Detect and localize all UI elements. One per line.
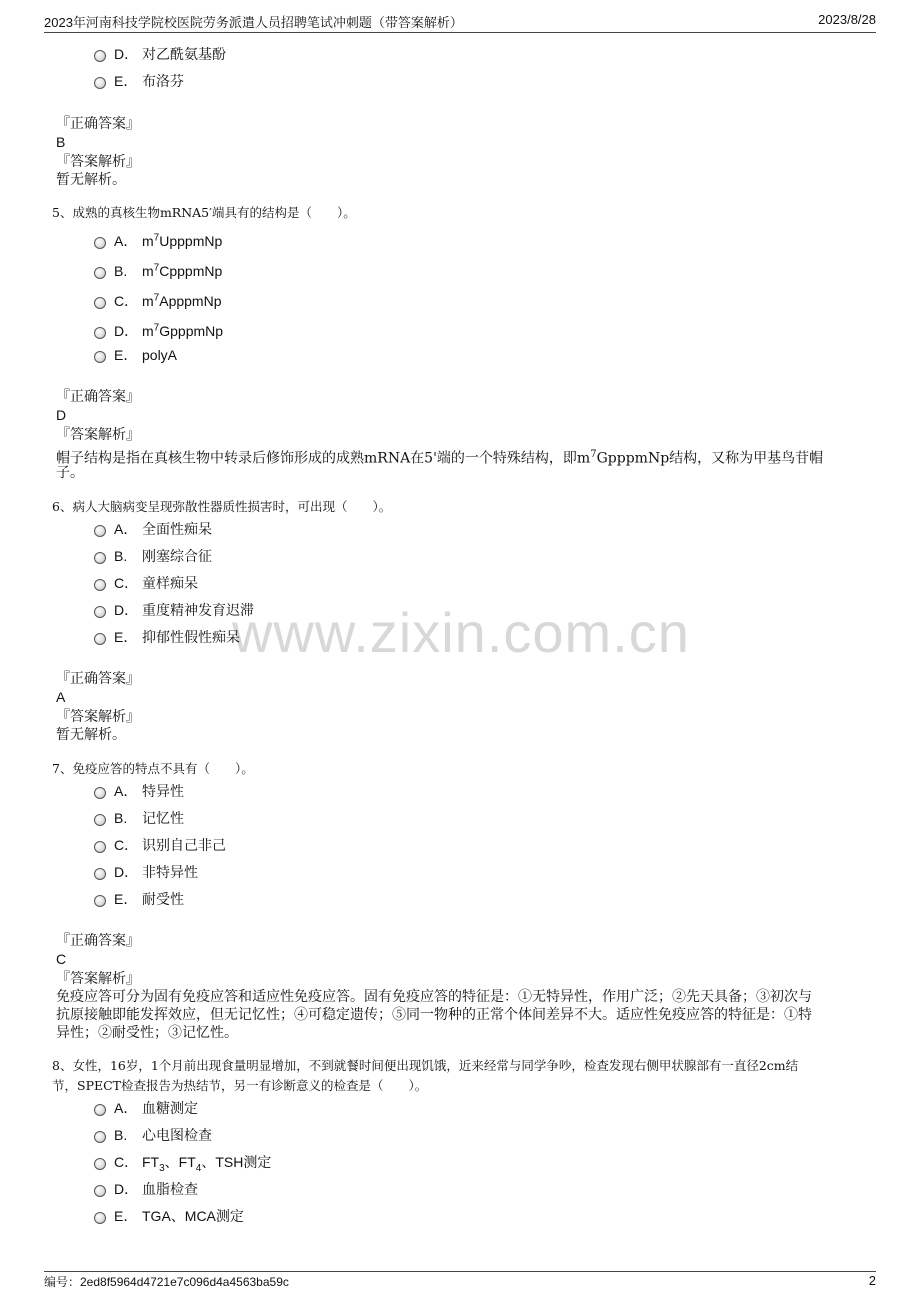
q6-answer-label: 『正确答案』 [56,671,140,687]
q6-option-e[interactable]: E． 抑郁性假性痴呆 [94,626,240,648]
answer-label: 『正确答案』 [56,116,140,132]
q8-option-a[interactable]: A． 血糖测定 [94,1097,198,1119]
q6-analysis-text: 暂无解析。 [56,727,126,743]
radio-icon[interactable] [94,297,106,309]
q8-option-b[interactable]: B. 心电图检查 [94,1124,212,1146]
radio-icon[interactable] [94,1158,106,1170]
q8-option-c[interactable]: C． $FT_3$、$FT_4$、TSH测定 [94,1151,271,1173]
q5-answer-label: 『正确答案』 [56,389,140,405]
q7-answer-label: 『正确答案』 [56,933,140,949]
q6-option-b[interactable]: B. 刚塞综合征 [94,545,212,567]
page-number: 2 [868,1273,876,1288]
q6-analysis-label: 『答案解析』 [56,709,140,725]
q7-analysis-line-2: 抗原接触即能发挥效应，但无记忆性；④可稳定遗传；⑤同一物种的正常个体间差异不大。适应性免疫应答的特征是：①特 [56,1007,812,1023]
radio-icon[interactable] [94,351,106,363]
q8-option-e[interactable]: E． TGA、MCA测定 [94,1205,244,1227]
radio-icon[interactable] [94,895,106,907]
q6-answer-value: A [56,689,66,705]
document-code: 编号：2ed8f5964d4721e7c096d4a4563ba59c [44,1275,289,1289]
q7-option-d[interactable]: D． 非特异性 [94,861,198,883]
document-title: 2023年河南科技学院校医院劳务派遣人员招聘笔试冲刺题（带答案解析） [44,15,463,30]
q5-answer-value: D [56,407,67,423]
radio-icon[interactable] [94,787,106,799]
q5-option-c[interactable]: C． $m^7ApppmNp$ [94,287,222,309]
q7-answer-value: C [56,951,67,967]
q5-option-b[interactable]: B. $m^7CpppmNp$ [94,257,222,279]
q7-analysis-line-3: 异性；②耐受性；③记忆性。 [56,1025,238,1041]
watermark: www.zixin.com.cn [232,601,690,664]
option-e[interactable]: E． 布洛芬 [94,70,184,92]
q5-analysis-text-cont: 子。 [56,465,84,481]
question-8-stem-line-2: 节，SPECT检查报告为热结节，另一有诊断意义的检查是（ ）。 [52,1078,428,1093]
radio-icon[interactable] [94,814,106,826]
q7-option-e[interactable]: E． 耐受性 [94,888,184,910]
radio-icon[interactable] [94,267,106,279]
document-date: 2023/8/28 [818,12,876,27]
q7-analysis-line-1: 免疫应答可分为固有免疫应答和适应性免疫应答。固有免疫应答的特征是：①无特异性，作用广泛；②先天具备；③初次与 [56,989,812,1005]
question-5-stem: 5、成熟的真核生物mRNA5′端具有的结构是（ ）。 [52,205,356,220]
page-footer [44,1273,876,1290]
radio-icon[interactable] [94,1104,106,1116]
q7-option-a[interactable]: A． 特异性 [94,780,184,802]
radio-icon[interactable] [94,50,106,62]
radio-icon[interactable] [94,1212,106,1224]
q7-option-c[interactable]: C． 识别自己非己 [94,834,226,856]
radio-icon[interactable] [94,552,106,564]
footer-divider [44,1271,876,1272]
header-divider [44,32,876,33]
analysis-text: 暂无解析。 [56,172,126,188]
radio-icon[interactable] [94,633,106,645]
q5-option-e[interactable]: E． polyA [94,344,177,366]
q5-analysis-label: 『答案解析』 [56,427,140,443]
radio-icon[interactable] [94,327,106,339]
radio-icon[interactable] [94,237,106,249]
option-d[interactable]: D． 对乙酰氨基酚 [94,43,226,65]
question-8-stem-line-1: 8、女性，16岁，1个月前出现食量明显增加，不到就餐时间便出现饥饿，近来经常与同学争吵，检查发现右侧甲状腺部有一直径2cm结 [52,1058,799,1073]
q6-option-d[interactable]: D． 重度精神发育迟滞 [94,599,254,621]
q5-option-a[interactable]: A． $m^7UpppmNp$ [94,227,222,249]
answer-value: B [56,134,66,150]
q7-option-b[interactable]: B. 记忆性 [94,807,184,829]
question-7-stem: 7、免疫应答的特点不具有（ ）。 [52,761,254,776]
radio-icon[interactable] [94,868,106,880]
q5-analysis-text: 帽子结构是指在真核生物中转录后修饰形成的成熟mRNA在5'端的一个特殊结构，即$m^7GpppmNp$结构，又称为甲基鸟苷帽 [56,449,824,467]
page-header [44,12,876,32]
radio-icon[interactable] [94,1185,106,1197]
q8-option-d[interactable]: D． 血脂检查 [94,1178,198,1200]
radio-icon[interactable] [94,841,106,853]
analysis-label: 『答案解析』 [56,154,140,170]
q5-option-d[interactable]: D． $m^7GpppmNp$ [94,317,223,339]
radio-icon[interactable] [94,525,106,537]
q6-option-c[interactable]: C． 童样痴呆 [94,572,198,594]
radio-icon[interactable] [94,579,106,591]
question-6-stem: 6、病人大脑病变呈现弥散性器质性损害时，可出现（ ）。 [52,499,392,514]
radio-icon[interactable] [94,1131,106,1143]
radio-icon[interactable] [94,606,106,618]
q6-option-a[interactable]: A． 全面性痴呆 [94,518,212,540]
radio-icon[interactable] [94,77,106,89]
q7-analysis-label: 『答案解析』 [56,971,140,987]
